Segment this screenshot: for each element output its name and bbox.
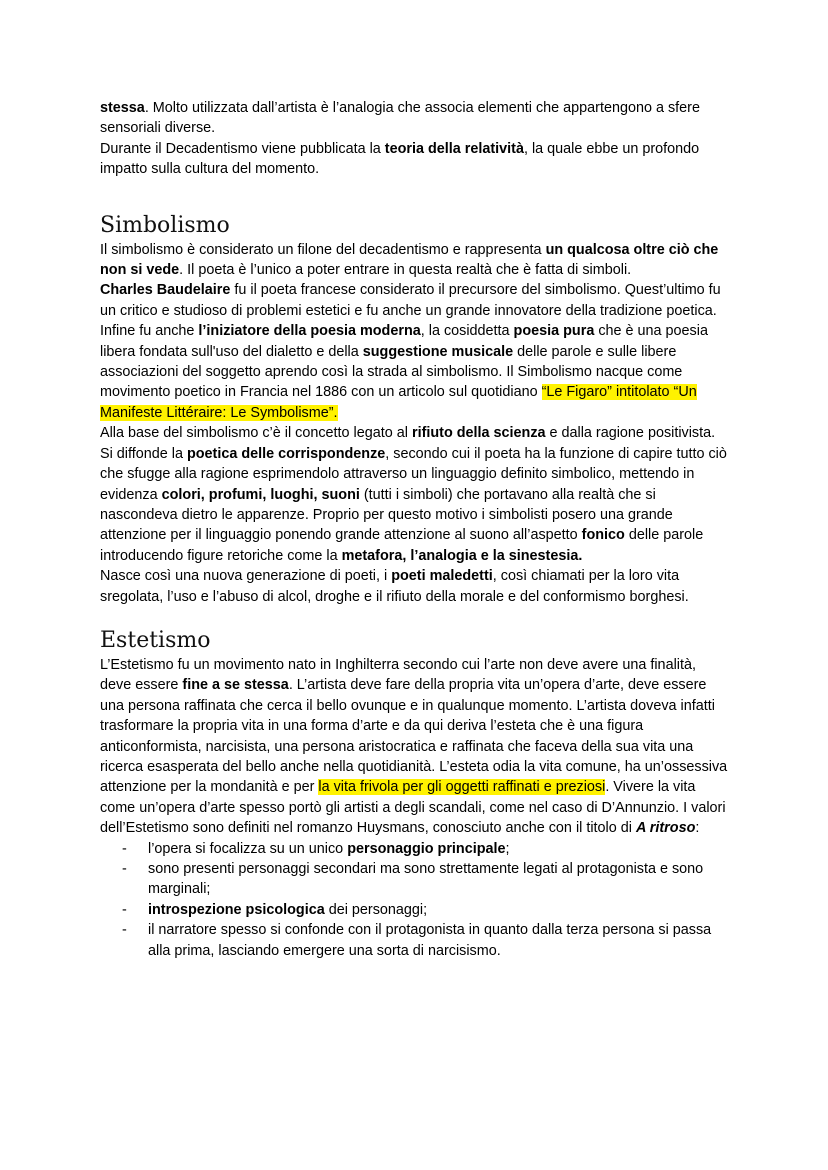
bold-text: stessa	[100, 100, 145, 116]
text-run: :	[695, 820, 700, 837]
bold-text: fonico	[581, 527, 625, 544]
bullet-dash: -	[122, 840, 127, 857]
text-run: . L’artista deve fare della propria vita un’opera d’arte, deve essere una persona raffinata che cerca il bello ovunque e in qualunque momento. L’artista doveva infatti trasformare la propria vita in una forma d’arte e da qui deriva l’esteta che è una figura anticonformista, narcisista, una persona aristocratica e raffinata che faceva della sua vita una ricerca esasperata del bello anche nella quotidianità. L’esteta odia la vita comune, ha un’ossessiva attenzione per la mondanità e per	[100, 677, 728, 796]
highlighted-text: “Le Figaro” intitolato “Un Manifeste Littéraire: Le Symbolisme”.	[100, 384, 697, 421]
estetismo-paragraph-1	[100, 655, 730, 839]
list-item	[100, 920, 730, 961]
bold-text: poesia pura	[513, 323, 595, 340]
document-page	[100, 98, 730, 961]
text-run: , la cosiddetta	[420, 323, 514, 340]
text-run: L’Estetismo fu un movimento nato in Inghilterra secondo cui l’arte non deve avere una finalità, deve essere	[100, 656, 696, 694]
simbolismo-paragraph-4	[100, 566, 730, 607]
text-run: dei personaggi;	[324, 901, 428, 918]
bold-text: personaggio principale	[347, 840, 506, 857]
bullet-dash: -	[122, 861, 127, 877]
text-run: Durante il Decadentismo viene pubblicata la	[100, 140, 385, 157]
bold-text: introspezione psicologica	[148, 901, 325, 918]
simbolismo-paragraph-3	[100, 423, 730, 566]
list-item	[100, 900, 730, 920]
list-item	[100, 839, 730, 859]
text-run: l’opera si focalizza su un unico	[148, 840, 348, 857]
text-run: (tutti i simboli) che portavano alla realtà che si nascondeva dietro le apparenze. Proprio per questo motivo i simbolisti posero una grande attenzione per il linguaggio ponendo grande attenzione al suono all’aspetto	[100, 486, 673, 544]
bold-text: poeti maledetti	[391, 568, 493, 585]
text-run: . Molto utilizzata dall’artista è l’analogia che associa elementi che appartengono a sfere sensoriali diverse.	[100, 100, 700, 137]
intro-paragraph-2	[100, 139, 730, 180]
text-run: e dalla ragione positivista. Si diffonde la	[100, 425, 716, 462]
text-run: delle parole introducendo figure retoriche come la	[100, 527, 704, 564]
text-run: Alla base del simbolismo c’è il concetto legato al	[100, 425, 412, 442]
bold-text: poetica delle corrispondenze	[186, 445, 386, 462]
text-run: sono presenti personaggi secondari ma sono strettamente legati al protagonista e sono marginali;	[148, 861, 704, 898]
text-run: . Il poeta è l’unico a poter entrare in questa realtà che è fatta di simboli.	[179, 262, 632, 279]
intro-paragraph-1	[100, 98, 730, 139]
bold-text: colori, profumi, luoghi, suoni	[161, 486, 360, 503]
simbolismo-paragraph-2	[100, 280, 730, 423]
bold-text: un qualcosa oltre ciò che non si vede	[100, 241, 719, 279]
bullet-dash: -	[122, 922, 127, 939]
text-run: delle parole e sulle libere associazioni del soggetto aprendo così la strada al simbolismo. Il Simbolismo nacque come movimento poetico in Francia nel 1886 con un articolo sul quotidiano	[100, 343, 683, 401]
section-title-estetismo: Estetismo	[100, 627, 211, 653]
text-run: il narratore spesso si confonde con il protagonista in quanto dalla terza persona si passa alla prima, lasciando emergere una sorta di narcisismo.	[148, 922, 712, 959]
text-run: ;	[505, 840, 510, 857]
text-run: Il simbolismo è considerato un filone del decadentismo e rappresenta	[100, 241, 546, 258]
bold-text: A ritroso	[635, 820, 696, 837]
bold-text: l’iniziatore della poesia moderna	[198, 323, 421, 340]
bold-text: Charles Baudelaire	[100, 282, 231, 299]
simbolismo-paragraph-1	[100, 240, 730, 281]
section-title-simbolismo: Simbolismo	[100, 212, 230, 238]
highlighted-text: la vita frivola per gli oggetti raffinati e preziosi	[318, 779, 606, 796]
text-run: . Vivere la vita come un’opera d’arte spesso portò gli artisti a degli scandali, come nel caso di D’Annunzio. I valori dell’Estetismo sono definiti nel romanzo Huysmans, conosciuto anche con il titolo di	[100, 779, 726, 837]
bold-text: rifiuto della scienza	[411, 425, 546, 442]
text-run: fu il poeta francese considerato il precursore del simbolismo. Quest’ultimo fu un critico e studioso di problemi estetici e fu anche un grande innovatore della tradizione poetica. Infine fu anche	[100, 282, 721, 340]
bold-text: suggestione musicale	[362, 343, 514, 360]
list-item	[100, 859, 730, 900]
bullet-dash: -	[122, 901, 127, 918]
text-run: che è una poesia libera fondata sull'uso del dialetto e della	[100, 323, 708, 360]
bold-text: teoria della relatività	[384, 140, 524, 157]
text-run: , così chiamati per la loro vita sregolata, l’uso e l’abuso di alcol, droghe e il rifiuto della morale e del conformismo borghesi.	[100, 568, 689, 605]
bold-text: fine a se stessa	[182, 677, 289, 694]
text-run: Nasce così una nuova generazione di poeti, i	[100, 568, 392, 585]
text-run: , secondo cui il poeta ha la funzione di capire tutto ciò che sfugge alla ragione esprimendolo attraverso un linguaggio definito simbolico, mettendo in evidenza	[100, 445, 727, 503]
bold-text: metafora, l’analogia e la sinestesia.	[341, 547, 583, 564]
text-run: , la quale ebbe un profondo impatto sulla cultura del momento.	[100, 140, 700, 178]
estetismo-bullet-list	[100, 839, 730, 961]
